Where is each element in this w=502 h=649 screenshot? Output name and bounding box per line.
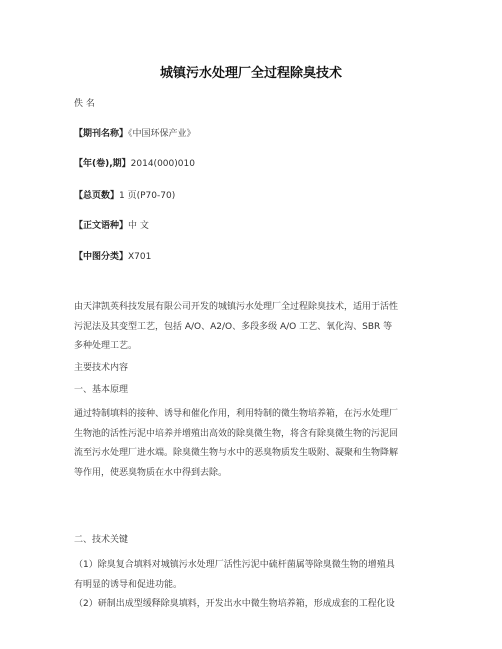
meta-value: 《中国环保产业》 <box>128 129 196 139</box>
abstract-paragraph <box>74 298 434 357</box>
key-point-line: （1）除臭复合填料对城镇污水处理厂活性污泥中硫杆菌属等除臭微生物的增殖具 <box>74 560 395 570</box>
meta-value: 中 文 <box>128 221 149 231</box>
document-title: 城镇污水处理厂全过程除臭技术 <box>159 66 342 81</box>
meta-journal <box>74 128 196 140</box>
key-point-1 <box>74 556 434 595</box>
meta-value: X701 <box>128 252 152 262</box>
abstract-line: 污泥法及其变型工艺，包括 A/O、A2/O、多段多级 A/O 工艺、氧化沟、SBR 等 <box>74 321 393 332</box>
principle-paragraph <box>74 405 434 483</box>
meta-label: 【年(卷),期】 <box>74 159 131 169</box>
meta-label: 【正文语种】 <box>74 221 129 231</box>
key-point-line: 有明显的诱导和促进功能。 <box>74 579 183 590</box>
meta-label: 【总页数】 <box>74 191 120 201</box>
author-line: 佚 名 <box>74 99 95 109</box>
principle-line: 流至污水处理厂进水端。除臭微生物与水中的恶臭物质发生吸附、凝聚和生物降解 <box>74 448 399 459</box>
principle-line: 等作用，使恶臭物质在水中得到去除。 <box>74 467 228 478</box>
principle-line: 生物池的活性污泥中培养并增殖出高效的除臭微生物，将含有除臭微生物的污泥回 <box>74 428 399 439</box>
key-point-2 <box>74 595 434 615</box>
section-heading-principle: 一、基本原理 <box>74 385 129 395</box>
meta-language <box>74 220 149 232</box>
principle-line: 通过特制填料的接种、诱导和催化作用，利用特制的微生物培养箱，在污水处理厂 <box>74 409 399 419</box>
section-heading-key: 二、技术关键 <box>74 535 129 545</box>
meta-label: 【期刊名称】 <box>74 129 129 139</box>
meta-volume <box>74 158 195 170</box>
abstract-line: 由天津凯英科技发展有限公司开发的城镇污水处理厂全过程除臭技术，适用于活性 <box>74 302 399 312</box>
meta-pages <box>74 190 175 202</box>
meta-value: 2014(000)010 <box>130 159 195 169</box>
meta-label: 【中图分类】 <box>74 252 129 262</box>
meta-value: 1 页(P70-70) <box>119 191 176 201</box>
key-point-line: （2）研制出成型缓释除臭填料，开发出水中微生物培养箱，形成成套的工程化设 <box>74 599 395 609</box>
section-heading-main: 主要技术内容 <box>74 363 129 373</box>
meta-classification <box>74 251 151 263</box>
abstract-line: 多种处理工艺。 <box>74 341 138 352</box>
